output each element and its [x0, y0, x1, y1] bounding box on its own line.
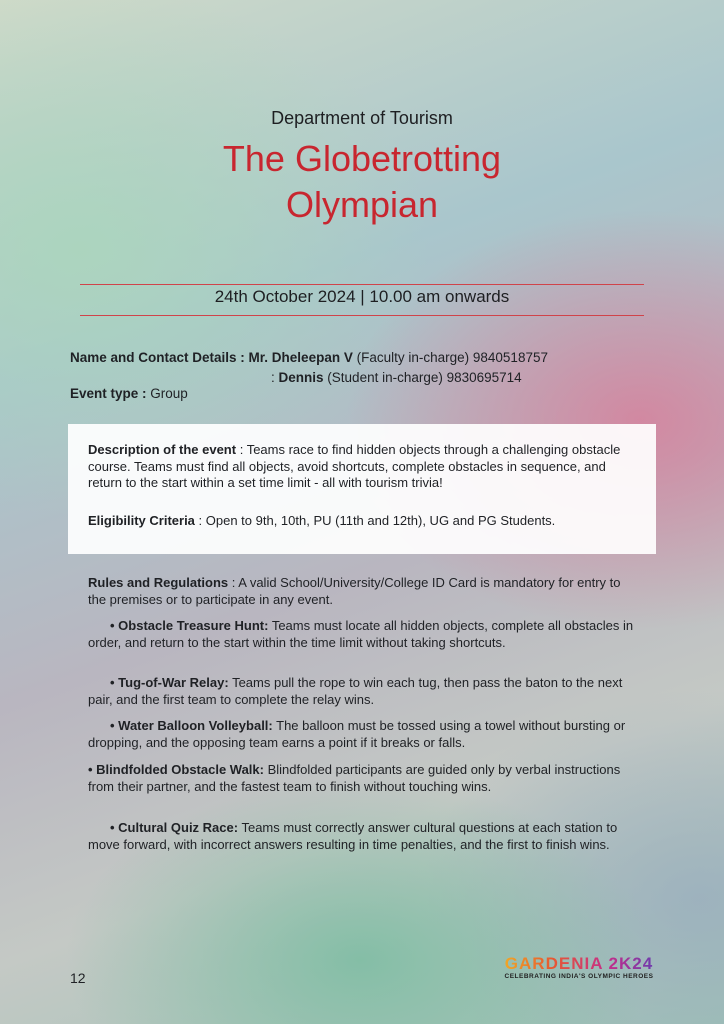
rules-intro-text: A valid School/University/College ID Card is mandatory for entry to the premises or to participate in any event.	[88, 575, 621, 607]
rule-item-text: Teams must correctly answer cultural questions at each station to move forward, with incorrect answers resulting in time penalties, and the first to finish wins.	[88, 820, 618, 852]
rule-item	[88, 762, 640, 795]
event-title-line-2: Olympian	[285, 184, 439, 225]
date-top-rule	[80, 284, 644, 285]
rule-item-title: • Blindfolded Obstacle Walk:	[88, 762, 264, 777]
eligibility-paragraph: Eligibility Criteria : Open to 9th, 10th, PU (11th and 12th), UG and PG Students.	[88, 513, 556, 528]
page-number: 12	[70, 970, 86, 986]
gardenia-logo	[494, 954, 664, 980]
rule-item-text: Teams pull the rope to win each tug, then pass the baton to the next pair, and the first team to complete the relay wins.	[88, 675, 623, 707]
description-paragraph: Description of the event : Teams race to find hidden objects through a challenging obstacle course. Teams must find all objects, avoid shortcuts, complete obstacles in sequence, and return to the start within a set time limit - all with tourism trivia!	[88, 442, 621, 490]
description-box	[68, 424, 656, 554]
event-title-line-1: The Globetrotting	[222, 138, 502, 179]
rule-item-title: • Obstacle Treasure Hunt:	[110, 618, 269, 633]
eligibility-text: Open to 9th, 10th, PU (11th and 12th), UG and PG Students.	[205, 513, 556, 528]
faculty-name: Mr. Dheleepan V	[248, 350, 353, 365]
logo-subtext: CELEBRATING INDIA'S OLYMPIC HEROES	[504, 973, 654, 980]
eligibility-label: Eligibility Criteria	[88, 513, 195, 528]
rule-item	[88, 820, 640, 853]
rule-item	[88, 718, 640, 751]
department-name: Department of Tourism	[271, 108, 453, 128]
rules-intro: Rules and Regulations : A valid School/University/College ID Card is mandatory for entry to the premises or to participate in any event.	[88, 575, 621, 607]
description-label: Description of the event	[88, 442, 237, 457]
event-title	[0, 136, 724, 228]
contact-label: Name and Contact Details	[70, 350, 237, 365]
event-type-line: Event type : Group	[70, 386, 188, 401]
student-role: (Student in-charge) 9830695714	[327, 370, 522, 385]
rule-item-text: The balloon must be tossed using a towel without bursting or dropping, and the opposing team earns a point if it breaks or falls.	[88, 718, 626, 750]
rule-item-title: • Tug-of-War Relay:	[110, 675, 229, 690]
event-type-value: Group	[150, 386, 188, 401]
contact-student-line: : Dennis (Student in-charge) 9830695714	[271, 370, 522, 385]
logo-text: GARDENIA 2K24	[494, 954, 664, 974]
rule-item-title: • Water Balloon Volleyball:	[110, 718, 273, 733]
event-date: 24th October 2024 | 10.00 am onwards	[214, 287, 510, 306]
contact-faculty-line: Name and Contact Details : Mr. Dheleepan V (Faculty in-charge) 9840518757	[70, 350, 548, 365]
rule-item	[88, 675, 640, 708]
rule-item-text: Blindfolded participants are guided only by verbal instructions from their partner, and the fastest team to finish without touching wins.	[88, 762, 621, 794]
event-type-label: Event type	[70, 386, 139, 401]
faculty-role: (Faculty in-charge) 9840518757	[356, 350, 548, 365]
rule-item-title: • Cultural Quiz Race:	[110, 820, 239, 835]
rule-item	[88, 618, 640, 651]
rule-item-text: Teams must locate all hidden objects, complete all obstacles in order, and return to the start within the time limit without taking shortcuts.	[88, 618, 634, 650]
student-name: Dennis	[278, 370, 324, 385]
description-text: Teams race to find hidden objects through a challenging obstacle course. Teams must find all objects, avoid shortcuts, complete obstacles in sequence, and return to the start within a set time limit - all with tourism trivia!	[88, 442, 621, 490]
rules-label: Rules and Regulations	[88, 575, 229, 590]
date-bottom-rule	[80, 315, 644, 316]
